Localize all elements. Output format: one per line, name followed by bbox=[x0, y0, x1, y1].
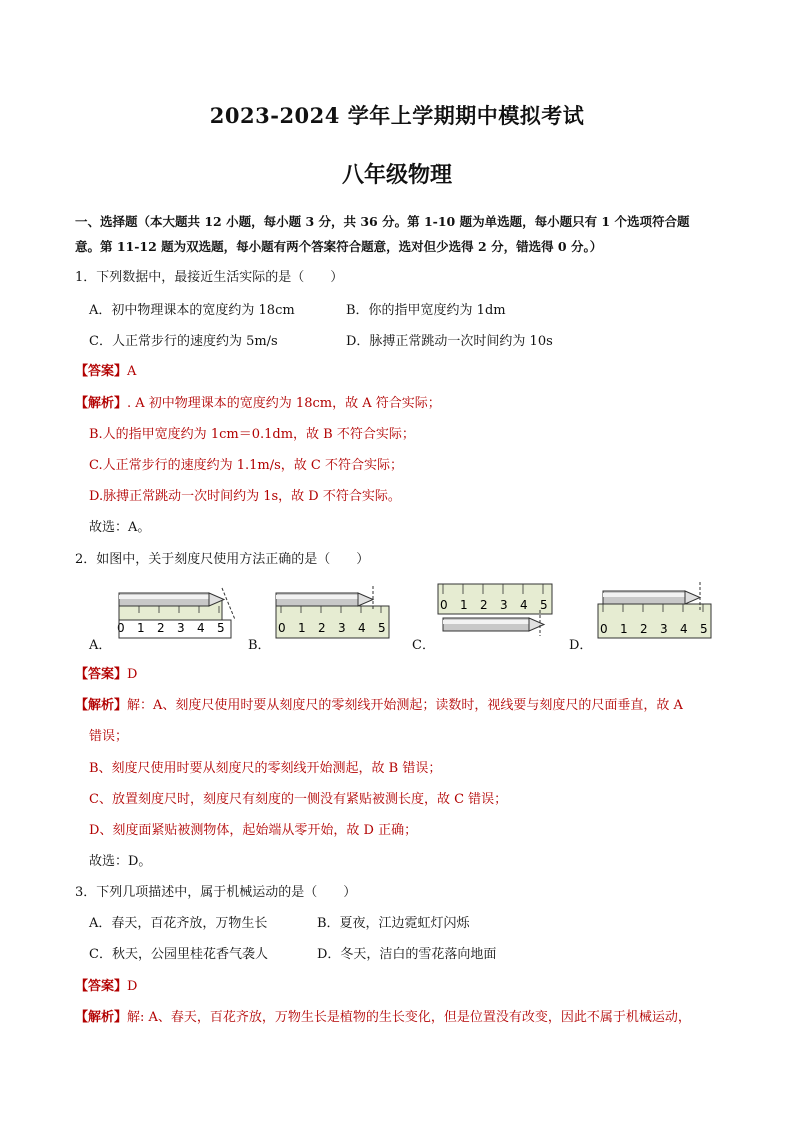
q1-analysis-tag: 【解析】 bbox=[75, 396, 128, 411]
exam-title: 2023-2024 学年上学期期中模拟考试 bbox=[209, 103, 585, 128]
section-instructions-line1: 一、选择题（本大题共 12 小题，每小题 3 分，共 36 分。第 1-10 题为单选题，每小题只有 1 个选项符合题 bbox=[75, 214, 690, 229]
q2-label-b: B． bbox=[248, 638, 271, 653]
ruler-c-num-5: 5 bbox=[540, 598, 548, 612]
q1-answer-tag: 【答案】 bbox=[75, 364, 128, 379]
q2-analysis-2: B、刻度尺使用时要从刻度尺的零刻线开始测起，故 B 错误； bbox=[89, 761, 442, 776]
q1-analysis-line1 bbox=[75, 392, 441, 411]
q1-option-c: C．人正常步行的速度约为 5m/s bbox=[89, 334, 278, 349]
q2-analysis-3: C、放置刻度尺时，刻度尺有刻度的一侧没有紧贴被测长度，故 C 错误； bbox=[89, 792, 508, 807]
ruler-a-num-0: 0 bbox=[117, 621, 125, 635]
ruler-c-num-3: 3 bbox=[500, 598, 508, 612]
ruler-d-num-5: 5 bbox=[700, 622, 708, 636]
ruler-d-num-4: 4 bbox=[680, 622, 688, 636]
q1-answer: A bbox=[127, 364, 137, 379]
section-instructions-line2: 意。第 11-12 题为双选题，每小题有两个答案符合题意，选对但少选得 2 分，错选得 0 分。） bbox=[75, 239, 603, 254]
q1-option-d: D．脉搏正常跳动一次时间约为 10s bbox=[346, 334, 553, 349]
q3-stem: 3．下列几项描述中，属于机械运动的是（ ） bbox=[75, 885, 357, 900]
ruler-c-num-1: 1 bbox=[460, 598, 468, 612]
ruler-a-num-2: 2 bbox=[157, 621, 165, 635]
q3-analysis-1: 解: A、春天，百花齐放，万物生长是植物的生长变化，但是位置没有改变，因此不属于机械运动， bbox=[127, 1010, 691, 1025]
ruler-b-num-1: 1 bbox=[298, 621, 306, 635]
ruler-figure-d bbox=[592, 580, 717, 642]
q3-option-a: A．春天，百花齐放，万物生长 bbox=[89, 916, 268, 931]
ruler-b-num-5: 5 bbox=[378, 621, 386, 635]
q3-option-b: B．夏夜，江边霓虹灯闪烁 bbox=[317, 916, 470, 931]
ruler-d-num-2: 2 bbox=[640, 622, 648, 636]
q2-label-a: A． bbox=[89, 638, 112, 653]
ruler-c-num-2: 2 bbox=[480, 598, 488, 612]
ruler-a-num-4: 4 bbox=[197, 621, 205, 635]
q2-choose: 故选：D。 bbox=[89, 854, 152, 869]
ruler-c-num-4: 4 bbox=[520, 598, 528, 612]
ruler-b-num-3: 3 bbox=[338, 621, 346, 635]
q3-option-d: D．冬天，洁白的雪花落向地面 bbox=[317, 947, 497, 962]
q1-option-b: B．你的指甲宽度约为 1dm bbox=[346, 303, 506, 318]
q3-analysis-line1 bbox=[75, 1006, 691, 1025]
q1-analysis-3: C.人正常步行的速度约为 1.1m/s，故 C 不符合实际； bbox=[89, 458, 404, 473]
ruler-d-num-1: 1 bbox=[620, 622, 628, 636]
q2-stem: 2．如图中，关于刻度尺使用方法正确的是（ ） bbox=[75, 552, 370, 567]
q1-analysis-1: . A 初中物理课本的宽度约为 18cm，故 A 符合实际； bbox=[127, 396, 441, 411]
q2-analysis-1b: 错误； bbox=[89, 729, 129, 744]
ruler-d-num-0: 0 bbox=[600, 622, 608, 636]
q2-analysis-tag: 【解析】 bbox=[75, 698, 128, 713]
q1-analysis-4: D.脉搏正常跳动一次时间约为 1s，故 D 不符合实际。 bbox=[89, 489, 401, 504]
ruler-b-num-2: 2 bbox=[318, 621, 326, 635]
exam-subtitle: 八年级物理 bbox=[341, 162, 452, 188]
ruler-figure-c bbox=[432, 580, 557, 640]
ruler-d-num-3: 3 bbox=[660, 622, 668, 636]
ruler-b-num-0: 0 bbox=[278, 621, 286, 635]
ruler-figure-b bbox=[270, 582, 395, 642]
q3-option-c: C．秋天，公园里桂花香气袭人 bbox=[89, 947, 268, 962]
q1-choose: 故选：A。 bbox=[89, 520, 151, 535]
ruler-b-num-4: 4 bbox=[358, 621, 366, 635]
q3-answer-tag: 【答案】 bbox=[75, 979, 128, 994]
ruler-a-num-3: 3 bbox=[177, 621, 185, 635]
q3-analysis-tag: 【解析】 bbox=[75, 1010, 128, 1025]
q1-stem: 1．下列数据中，最接近生活实际的是（ ） bbox=[75, 270, 344, 285]
q3-answer-line bbox=[75, 975, 137, 994]
q2-label-d: D． bbox=[569, 638, 593, 653]
q2-answer: D bbox=[127, 667, 138, 682]
q2-answer-tag: 【答案】 bbox=[75, 667, 128, 682]
ruler-a-num-1: 1 bbox=[137, 621, 145, 635]
ruler-a-num-5: 5 bbox=[217, 621, 225, 635]
q3-answer: D bbox=[127, 979, 138, 994]
q2-analysis-1: 解：A、刻度尺使用时要从刻度尺的零刻线开始测起；读数时，视线要与刻度尺的尺面垂直，故 A bbox=[127, 698, 683, 713]
ruler-c-num-0: 0 bbox=[440, 598, 448, 612]
q2-analysis-4: D、刻度面紧贴被测物体，起始端从零开始，故 D 正确； bbox=[89, 823, 418, 838]
ruler-figure-a bbox=[110, 582, 235, 642]
q1-answer-line bbox=[75, 360, 136, 379]
q1-option-a: A．初中物理课本的宽度约为 18cm bbox=[89, 303, 295, 318]
q2-analysis-line1 bbox=[75, 694, 683, 713]
q1-analysis-2: B.人的指甲宽度约为 1cm＝0.1dm，故 B 不符合实际； bbox=[89, 427, 415, 442]
q2-label-c: C． bbox=[412, 638, 435, 653]
q2-answer-line bbox=[75, 663, 137, 682]
